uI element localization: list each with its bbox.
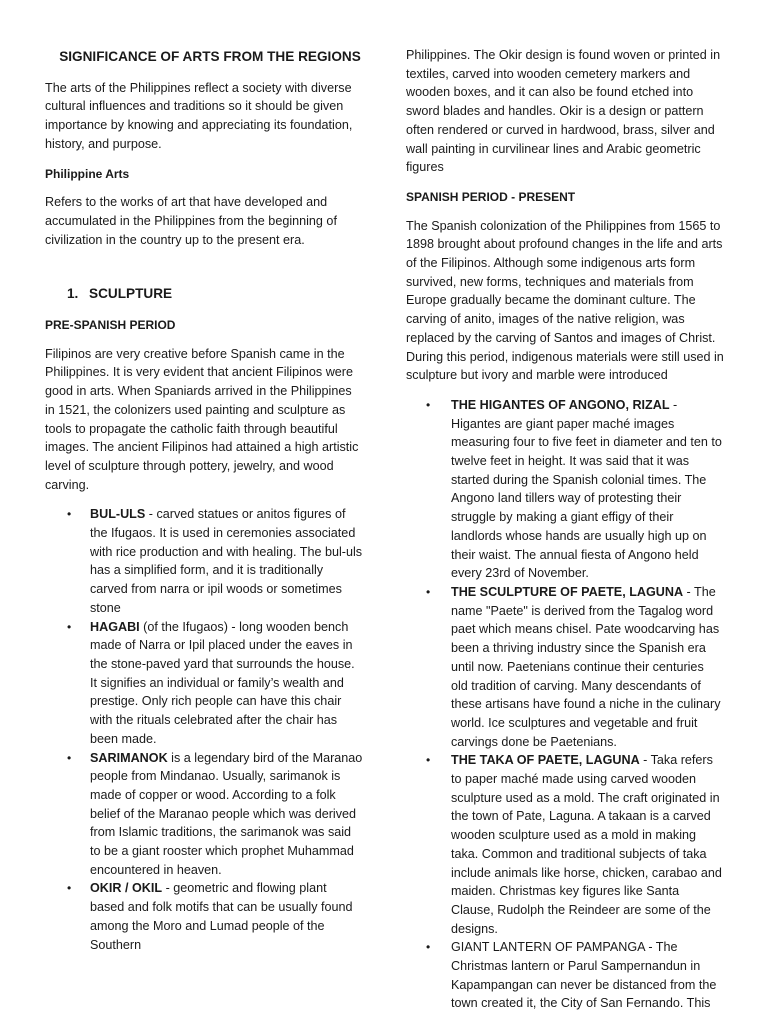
page-title: SIGNIFICANCE OF ARTS FROM THE REGIONS	[59, 49, 361, 64]
list-item-giant-lantern	[406, 938, 724, 1013]
list-item-okir	[45, 879, 363, 954]
list-item-text: - geometric and flowing plant based and folk motifs that can be usually found among the Moro and Lumad people of the Southern	[90, 881, 353, 952]
list-item-text: - Higantes are giant paper maché images measuring four to five feet in diameter and ten to twelve feet in height. It was said that it was started during the Spanish colonial times. The Angono land tillers way of protesting their struggle by making a giant effigy of their landlords whose hands are usually high up on their waist. The annual fiesta of Angono held every 23rd of November.	[451, 397, 722, 581]
list-item-text: is a legendary bird of the Maranao people from Mindanao. Usually, sarimanok is made of copper or wood. According to a folk belief of the Maranao people which was derived from Islamic traditions, the sarimanok was said to be a giant rooster which prophet Muhammad encountered in heaven.	[90, 750, 363, 877]
spanish-period-list	[406, 396, 724, 1013]
okir-continued-paragraph: Philippines. The Okir design is found woven or printed in textiles, carved into wooden cemetery markers and wooden boxes, and it can also be found etched into sword blades and handles. Okir is a design or pattern often rendered or curved in hardwood, brass, silver and wall painting in curvilinear lines and Arabic geometric figures	[406, 48, 721, 175]
spanish-period-heading: SPANISH PERIOD - PRESENT	[406, 189, 576, 204]
list-item-term: BUL-ULS	[90, 507, 146, 522]
bullet-icon: •	[67, 881, 72, 896]
bullet-icon: •	[426, 753, 431, 768]
list-item-text: - carved statues or anitos figures of the Ifugaos. It is used in ceremonies associated with rice production and with healing. The bul-uls has a simplified form, and it is traditionally carved from narra or ipil woods or sometimes stone	[90, 507, 363, 615]
list-item-text: GIANT LANTERN OF PAMPANGA - The Christmas lantern or Parul Sampernandun in Kapampangan can never be distanced from the town created it, the City of San Fernando. This	[451, 940, 717, 1011]
list-item-term: OKIR / OKIL	[90, 881, 163, 896]
list-item-bul-uls	[45, 505, 363, 617]
philippine-arts-definition: Refers to the works of art that have developed and accumulated in the Philippines from the beginning of civilization in the country up to the present era.	[45, 195, 337, 247]
list-item-term: SARIMANOK	[90, 750, 168, 765]
pre-spanish-list	[45, 505, 363, 954]
intro-paragraph: The arts of the Philippines reflect a society with diverse cultural influences and traditions so it should be given importance by knowing and appreciating its foundation, history, and purpose.	[45, 80, 353, 151]
bullet-icon: •	[67, 619, 72, 634]
right-column	[406, 46, 724, 1013]
section-number: 1.	[67, 286, 79, 302]
bullet-icon: •	[426, 397, 431, 412]
bullet-icon: •	[67, 750, 72, 765]
list-item-term: HAGABI	[90, 619, 140, 634]
list-item-term: THE HIGANTES OF ANGONO, RIZAL	[451, 397, 670, 412]
list-item-term: THE SCULPTURE OF PAETE, LAGUNA	[451, 584, 684, 599]
list-item-higantes	[406, 396, 724, 583]
section-sculpture-heading	[67, 285, 363, 304]
bullet-icon: •	[67, 507, 72, 522]
list-item-taka	[406, 751, 724, 938]
spanish-period-paragraph: The Spanish colonization of the Philippines from 1565 to 1898 brought about profound changes in the life and arts of the Filipinos. Although some indigenous arts form survived, new forms, techniques and materials from Europe gradually became the dominant culture. The carving of anito, images of the native religion, was replaced by the carving of Santos and images of Christ. During this period, indigenous materials were still used in sculpture but ivory and marble were introduced	[406, 218, 724, 383]
philippine-arts-heading: Philippine Arts	[45, 166, 130, 181]
section-label: SCULPTURE	[89, 286, 173, 302]
list-item-sarimanok	[45, 749, 363, 880]
left-column	[45, 44, 363, 954]
list-item-text: - The name "Paete" is derived from the Tagalog word paet which means chisel. Pate woodcarving has been a thriving industry since the Spanish era until now. Paetenians continue their centuries old tradition of carving. Many descendants of these artisans have found a niche in the culinary world. Ice sculptures and vegetable and fruit carvings done be Paetenians.	[451, 584, 721, 749]
pre-spanish-heading: PRE-SPANISH PERIOD	[45, 318, 176, 333]
bullet-icon: •	[426, 940, 431, 955]
list-item-term: THE TAKA OF PAETE, LAGUNA	[451, 753, 640, 768]
pre-spanish-paragraph: Filipinos are very creative before Spanish came in the Philippines. It is very evident that ancient Filipinos were good in arts. When Spaniards arrived in the Philippines in 1521, the colonizers used painting and sculpture as tools to propagate the catholic faith through beautiful images. The ancient Filipinos had attained a high artistic level of sculpture through pottery, jewelry, and wood carving.	[45, 346, 359, 492]
list-item-text: - Taka refers to paper maché made using carved wooden sculpture used as a mold. The craft originated in the town of Pate, Laguna. A takaan is a carved wooden sculpture used as a mold in making taka. Common and traditional subjects of taka include animals like horse, chicken, carabao and maiden. Christmas key figures like Santa Clause, Rudolph the Reindeer are some of the designs.	[451, 753, 722, 936]
list-item-hagabi	[45, 618, 363, 749]
list-item-text: (of the Ifugaos) - long wooden bench made of Narra or Ipil placed under the eaves in the stone-paved yard that surrounds the house. It signifies an individual or family’s wealth and prestige. Only rich people can have this chair with the rituals celebrated after the chair has been made.	[90, 619, 355, 746]
bullet-icon: •	[426, 584, 431, 599]
list-item-paete-sculpture	[406, 583, 724, 751]
